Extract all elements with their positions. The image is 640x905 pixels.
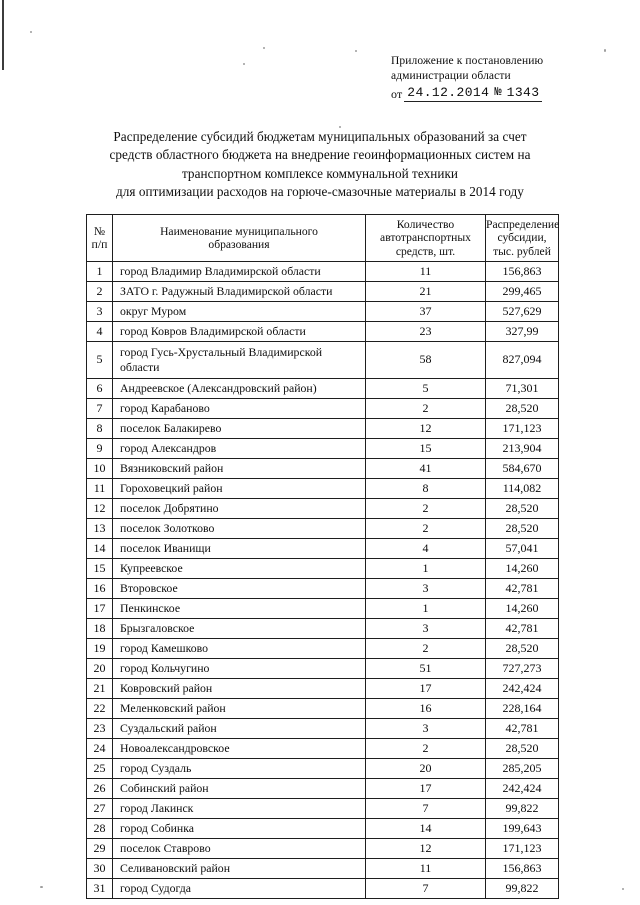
row-number: 21 (87, 679, 113, 699)
vehicle-count: 3 (366, 619, 486, 639)
column-header-name-line2: образования (208, 238, 270, 251)
table-row (87, 679, 559, 699)
row-number: 23 (87, 719, 113, 739)
row-number: 6 (87, 379, 113, 399)
subsidy-amount: 171,123 (486, 419, 559, 439)
column-header-count-line1: Количество (396, 217, 455, 231)
municipality-name: Пенкинское (113, 599, 366, 619)
vehicle-count: 7 (366, 799, 486, 819)
header-line-1: Приложение к постановлению (391, 55, 544, 67)
subsidy-amount: 42,781 (486, 619, 559, 639)
row-number: 28 (87, 819, 113, 839)
table-row (87, 579, 559, 599)
row-number: 16 (87, 579, 113, 599)
from-label: от (391, 87, 403, 101)
table-row (87, 799, 559, 819)
document-number: 1343 (504, 85, 543, 102)
column-header-count-line3: средств, шт. (395, 244, 456, 258)
subsidy-amount: 28,520 (486, 399, 559, 419)
title-line-2: средств областного бюджета на внедрение геоинформационных систем на (109, 147, 531, 163)
table-row (87, 839, 559, 859)
scan-speck (40, 886, 43, 888)
row-number: 8 (87, 419, 113, 439)
municipality-name: Андреевское (Александровский район) (113, 379, 366, 399)
table-row (87, 539, 559, 559)
row-number: 15 (87, 559, 113, 579)
scan-speck (604, 49, 606, 52)
table-row (87, 262, 559, 282)
subsidy-amount: 28,520 (486, 739, 559, 759)
vehicle-count: 2 (366, 739, 486, 759)
row-number: 2 (87, 282, 113, 302)
table-row (87, 282, 559, 302)
row-number: 9 (87, 439, 113, 459)
column-header-subsidy-line2: субсидии, (497, 231, 547, 245)
subsidy-amount: 171,123 (486, 839, 559, 859)
number-symbol: № (492, 85, 503, 102)
scan-speck (355, 50, 357, 52)
row-number: 31 (87, 879, 113, 899)
table-row (87, 499, 559, 519)
scan-speck (30, 31, 32, 33)
row-number: 25 (87, 759, 113, 779)
table-row (87, 859, 559, 879)
vehicle-count: 3 (366, 579, 486, 599)
municipality-name: Ковровский район (113, 679, 366, 699)
table-row (87, 519, 559, 539)
subsidy-amount: 199,643 (486, 819, 559, 839)
vehicle-count: 12 (366, 839, 486, 859)
vehicle-count: 12 (366, 419, 486, 439)
row-number: 4 (87, 322, 113, 342)
vehicle-count: 58 (366, 342, 486, 379)
vehicle-count: 37 (366, 302, 486, 322)
subsidy-distribution-table (86, 214, 559, 899)
row-number: 18 (87, 619, 113, 639)
table-row (87, 759, 559, 779)
column-header-number-line2: п/п (91, 237, 108, 251)
row-number: 5 (87, 342, 113, 379)
table-row (87, 399, 559, 419)
column-header-subsidy-line3: тыс. рублей (493, 244, 551, 258)
vehicle-count: 3 (366, 719, 486, 739)
vehicle-count: 16 (366, 699, 486, 719)
table-row (87, 459, 559, 479)
subsidy-amount: 42,781 (486, 579, 559, 599)
municipality-name: город Суздаль (113, 759, 366, 779)
vehicle-count: 1 (366, 559, 486, 579)
subsidy-amount: 242,424 (486, 679, 559, 699)
table-row (87, 639, 559, 659)
table-header-row (87, 215, 559, 262)
column-header-name (113, 215, 366, 262)
row-number: 19 (87, 639, 113, 659)
column-header-subsidy (486, 215, 559, 262)
vehicle-count: 51 (366, 659, 486, 679)
title-line-3: транспортном комплексе коммунальной техники (181, 165, 459, 181)
column-header-name-line1: Наименование муниципального (160, 224, 318, 238)
row-number: 24 (87, 739, 113, 759)
row-number: 14 (87, 539, 113, 559)
municipality-name: Суздальский район (113, 719, 366, 739)
table-row (87, 719, 559, 739)
subsidy-amount: 527,629 (486, 302, 559, 322)
municipality-name: поселок Ставрово (113, 839, 366, 859)
subsidy-amount: 242,424 (486, 779, 559, 799)
table-body (87, 262, 559, 899)
scan-speck (622, 888, 624, 890)
table-row (87, 322, 559, 342)
document-title (70, 128, 570, 202)
row-number: 7 (87, 399, 113, 419)
municipality-name: город Камешково (113, 639, 366, 659)
subsidy-amount: 14,260 (486, 559, 559, 579)
vehicle-count: 17 (366, 679, 486, 699)
table-row (87, 379, 559, 399)
municipality-name: город Карабаново (113, 399, 366, 419)
municipality-name: Новоалександровское (113, 739, 366, 759)
column-header-count-line2: автотранспортных (380, 231, 471, 245)
vehicle-count: 2 (366, 519, 486, 539)
header-date-line (391, 85, 631, 102)
municipality-name: город Лакинск (113, 799, 366, 819)
subsidy-amount: 114,082 (486, 479, 559, 499)
row-number: 13 (87, 519, 113, 539)
table-row (87, 699, 559, 719)
subsidy-amount: 827,094 (486, 342, 559, 379)
municipality-name: Купреевское (113, 559, 366, 579)
header-line-2: администрации области (391, 70, 511, 82)
municipality-name: Собинский район (113, 779, 366, 799)
municipality-name: Селивановский район (113, 859, 366, 879)
municipality-name: Гороховецкий район (113, 479, 366, 499)
subsidy-amount: 28,520 (486, 519, 559, 539)
row-number: 20 (87, 659, 113, 679)
vehicle-count: 8 (366, 479, 486, 499)
subsidy-amount: 156,863 (486, 262, 559, 282)
municipality-name: поселок Иванищи (113, 539, 366, 559)
subsidy-table-container (86, 214, 558, 899)
vehicle-count: 4 (366, 539, 486, 559)
municipality-name: город Александров (113, 439, 366, 459)
vehicle-count: 1 (366, 599, 486, 619)
subsidy-amount: 213,904 (486, 439, 559, 459)
subsidy-amount: 99,822 (486, 879, 559, 899)
vehicle-count: 41 (366, 459, 486, 479)
municipality-name: город Собинка (113, 819, 366, 839)
column-header-number-line1: № (93, 223, 106, 238)
row-number: 29 (87, 839, 113, 859)
municipality-name: Брызгаловское (113, 619, 366, 639)
vehicle-count: 17 (366, 779, 486, 799)
subsidy-amount: 99,822 (486, 799, 559, 819)
table-row (87, 819, 559, 839)
title-line-1: Распределение субсидий бюджетам муниципальных образований за счет (113, 129, 527, 144)
subsidy-amount: 299,465 (486, 282, 559, 302)
municipality-name: Второвское (113, 579, 366, 599)
subsidy-amount: 28,520 (486, 639, 559, 659)
table-row (87, 342, 559, 379)
table-row (87, 879, 559, 899)
subsidy-amount: 228,164 (486, 699, 559, 719)
table-row (87, 479, 559, 499)
municipality-name: город Ковров Владимирской области (113, 322, 366, 342)
table-row (87, 302, 559, 322)
subsidy-amount: 584,670 (486, 459, 559, 479)
subsidy-amount: 727,273 (486, 659, 559, 679)
row-number: 11 (87, 479, 113, 499)
subsidy-amount: 71,301 (486, 379, 559, 399)
municipality-name: город Гусь-Хрустальный Владимирской области (113, 342, 366, 379)
vehicle-count: 21 (366, 282, 486, 302)
row-number: 10 (87, 459, 113, 479)
table-row (87, 599, 559, 619)
table-row (87, 779, 559, 799)
table-row (87, 659, 559, 679)
column-header-number (87, 215, 113, 262)
row-number: 22 (87, 699, 113, 719)
document-date: 24.12.2014 (404, 85, 492, 102)
vehicle-count: 15 (366, 439, 486, 459)
subsidy-amount: 285,205 (486, 759, 559, 779)
vehicle-count: 7 (366, 879, 486, 899)
vehicle-count: 5 (366, 379, 486, 399)
municipality-name: город Судогда (113, 879, 366, 899)
table-row (87, 419, 559, 439)
vehicle-count: 20 (366, 759, 486, 779)
document-header (391, 54, 631, 102)
municipality-name: Меленковский район (113, 699, 366, 719)
row-number: 3 (87, 302, 113, 322)
row-number: 17 (87, 599, 113, 619)
column-header-count (366, 215, 486, 262)
municipality-name: город Владимир Владимирской области (113, 262, 366, 282)
vehicle-count: 14 (366, 819, 486, 839)
table-row (87, 439, 559, 459)
municipality-name: округ Муром (113, 302, 366, 322)
scan-speck (243, 63, 245, 65)
column-header-subsidy-line1: Распределение (486, 217, 560, 231)
subsidy-amount: 28,520 (486, 499, 559, 519)
municipality-name: поселок Добрятино (113, 499, 366, 519)
vehicle-count: 11 (366, 859, 486, 879)
vehicle-count: 11 (366, 262, 486, 282)
municipality-name: поселок Золотково (113, 519, 366, 539)
vehicle-count: 2 (366, 639, 486, 659)
row-number: 27 (87, 799, 113, 819)
vehicle-count: 23 (366, 322, 486, 342)
row-number: 30 (87, 859, 113, 879)
scan-edge-artifact (2, 0, 4, 70)
subsidy-amount: 57,041 (486, 539, 559, 559)
table-row (87, 619, 559, 639)
vehicle-count: 2 (366, 499, 486, 519)
row-number: 12 (87, 499, 113, 519)
municipality-name: город Кольчугино (113, 659, 366, 679)
vehicle-count: 2 (366, 399, 486, 419)
municipality-name: Вязниковский район (113, 459, 366, 479)
subsidy-amount: 156,863 (486, 859, 559, 879)
subsidy-amount: 42,781 (486, 719, 559, 739)
row-number: 26 (87, 779, 113, 799)
row-number: 1 (87, 262, 113, 282)
title-line-4: для оптимизации расходов на горюче-смазочные материалы в 2014 году (116, 184, 524, 200)
municipality-name: поселок Балакирево (113, 419, 366, 439)
table-row (87, 559, 559, 579)
subsidy-amount: 14,260 (486, 599, 559, 619)
subsidy-amount: 327,99 (486, 322, 559, 342)
table-header (87, 215, 559, 262)
scan-speck (263, 47, 265, 49)
municipality-name: ЗАТО г. Радужный Владимирской области (113, 282, 366, 302)
table-row (87, 739, 559, 759)
